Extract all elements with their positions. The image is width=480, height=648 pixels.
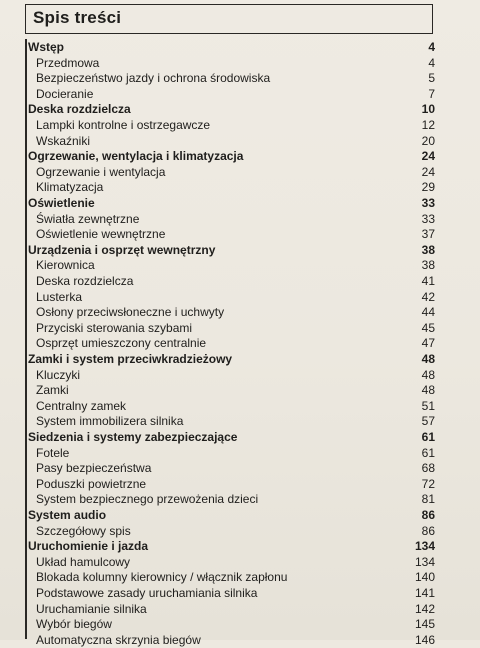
toc-entry-page-number: 38 <box>421 258 435 273</box>
toc-subsection-entry <box>25 87 435 102</box>
toc-entry-title: Lusterka <box>36 289 83 304</box>
toc-entry-page-number: 42 <box>421 289 435 304</box>
toc-entry-title: Przedmowa <box>36 55 100 70</box>
toc-entry-title: Wybór biegów <box>36 617 112 632</box>
toc-entry-page-number: 44 <box>421 305 435 320</box>
toc-subsection-entry <box>25 570 435 585</box>
toc-subsection-entry <box>25 399 435 414</box>
toc-subsection-entry <box>25 555 435 570</box>
toc-section-entry <box>25 149 435 164</box>
toc-subsection-entry <box>25 368 435 383</box>
toc-entry-title: Deska rozdzielcza <box>36 274 134 288</box>
toc-entry-page-number: 4 <box>428 55 435 70</box>
toc-entry-title: Lampki kontrolne i ostrzegawcze <box>36 118 211 132</box>
toc-entry-page-number: 7 <box>428 86 435 101</box>
toc-entry-title: Szczegółowy spis <box>36 523 131 538</box>
toc-entry-title: Urządzenia i osprzęt wewnętrzny <box>28 242 216 257</box>
contents-header-box <box>25 4 433 34</box>
toc-subsection-entry <box>25 336 435 351</box>
toc-subsection-entry <box>25 321 435 336</box>
toc-entry-page-number: 20 <box>421 133 435 148</box>
toc-entry-title: System bezpiecznego przewożenia dzieci <box>36 492 259 507</box>
toc-entry-title: Ogrzewanie, wentylacja i klimatyzacja <box>28 149 244 164</box>
toc-entry-page-number: 81 <box>421 492 435 507</box>
toc-subsection-entry <box>25 258 435 273</box>
toc-section-entry <box>25 352 435 367</box>
toc-entry-title: Poduszki powietrzne <box>36 476 147 491</box>
toc-entry-page-number: 61 <box>421 445 435 460</box>
toc-entry-page-number: 140 <box>414 570 435 585</box>
toc-subsection-entry <box>25 414 435 429</box>
toc-entry-title: Układ hamulcowy <box>36 554 131 569</box>
toc-subsection-entry <box>25 586 435 601</box>
toc-entry-page-number: 86 <box>421 523 435 538</box>
toc-subsection-entry <box>25 492 435 507</box>
toc-entry-title: Wstęp <box>28 40 64 54</box>
toc-entry-page-number: 72 <box>421 476 435 491</box>
toc-subsection-entry <box>25 524 435 539</box>
toc-entry-title: Automatyczna skrzynia biegów <box>36 632 201 647</box>
toc-subsection-entry <box>25 305 435 320</box>
toc-entry-title: Ogrzewanie i wentylacja <box>36 164 166 179</box>
toc-subsection-entry <box>25 134 435 149</box>
toc-entry-page-number: 4 <box>428 40 435 54</box>
toc-entry-title: Wskaźniki <box>36 133 91 148</box>
toc-subsection-entry <box>25 56 435 71</box>
toc-entry-page-number: 48 <box>421 367 435 382</box>
toc-entry-title: Oświetlenie wewnętrzne <box>36 227 166 242</box>
toc-entry-page-number: 134 <box>414 554 435 569</box>
toc-section-entry <box>25 102 435 117</box>
toc-subsection-entry <box>25 227 435 242</box>
toc-entry-page-number: 29 <box>421 180 435 195</box>
toc-entry-title: Bezpieczeństwo jazdy i ochrona środowiska <box>36 71 271 86</box>
toc-entry-title: Osprzęt umieszczony centralnie <box>36 336 207 351</box>
toc-subsection-entry <box>25 71 435 86</box>
toc-subsection-entry <box>25 633 435 648</box>
toc-entry-page-number: 51 <box>421 398 435 413</box>
toc-subsection-entry <box>25 290 435 305</box>
toc-entry-title: Centralny zamek <box>36 398 127 413</box>
toc-entry-title: System immobilizera silnika <box>36 414 184 429</box>
toc-entry-title: Blokada kolumny kierownicy / włącznik zapłonu <box>36 570 288 585</box>
toc-entry-title: Przyciski sterowania szybami <box>36 320 193 335</box>
toc-entry-page-number: 61 <box>421 430 435 444</box>
toc-entry-page-number: 48 <box>421 383 435 398</box>
toc-entry-page-number: 45 <box>421 320 435 335</box>
toc-entry-title: Klimatyzacja <box>36 180 104 195</box>
toc-entry-page-number: 5 <box>428 71 435 86</box>
toc-entry-page-number: 38 <box>421 242 435 257</box>
toc-entry-title: System audio <box>28 508 107 522</box>
toc-section-entry <box>25 40 435 55</box>
toc-entry-page-number: 24 <box>421 149 435 164</box>
toc-entry-page-number: 10 <box>421 102 435 117</box>
toc-entry-page-number: 12 <box>421 118 435 132</box>
toc-section-entry <box>25 508 435 523</box>
toc-subsection-entry <box>25 446 435 461</box>
toc-entry-title: Deska rozdzielcza <box>28 102 131 117</box>
toc-entry-title: Uruchomienie i jazda <box>28 539 149 554</box>
toc-subsection-entry <box>25 461 435 476</box>
toc-entry-title: Osłony przeciwsłoneczne i uchwyty <box>36 305 225 320</box>
toc-subsection-entry <box>25 118 435 133</box>
toc-section-entry <box>25 196 435 211</box>
toc-entry-title: Światła zewnętrzne <box>36 211 140 226</box>
table-of-contents <box>25 39 435 647</box>
toc-entry-title: Zamki i system przeciwkradzieżowy <box>28 352 233 366</box>
toc-subsection-entry <box>25 180 435 195</box>
toc-subsection-entry <box>25 477 435 492</box>
toc-entry-title: Kluczyki <box>36 367 81 382</box>
toc-entry-page-number: 86 <box>421 508 435 522</box>
toc-entry-title: Podstawowe zasady uruchamiania silnika <box>36 586 258 600</box>
toc-entry-page-number: 47 <box>421 336 435 351</box>
toc-entry-title: Kierownica <box>36 258 95 273</box>
toc-subsection-entry <box>25 274 435 289</box>
toc-entry-page-number: 33 <box>421 196 435 210</box>
toc-section-entry <box>25 243 435 258</box>
toc-entry-page-number: 141 <box>414 586 435 600</box>
toc-entry-page-number: 48 <box>421 352 435 366</box>
toc-entry-title: Uruchamianie silnika <box>36 601 147 616</box>
toc-entry-title: Docieranie <box>36 86 94 101</box>
toc-entry-title: Pasy bezpieczeństwa <box>36 461 152 476</box>
page-title: Spis treści <box>33 8 122 27</box>
toc-entry-title: Fotele <box>36 445 70 460</box>
toc-entry-page-number: 68 <box>421 461 435 476</box>
toc-entry-page-number: 57 <box>421 414 435 429</box>
toc-entry-page-number: 33 <box>421 211 435 226</box>
toc-subsection-entry <box>25 212 435 227</box>
toc-entry-page-number: 134 <box>414 539 435 554</box>
toc-entry-page-number: 24 <box>421 164 435 179</box>
toc-entry-page-number: 41 <box>421 274 435 288</box>
toc-subsection-entry <box>25 602 435 617</box>
toc-section-entry <box>25 430 435 445</box>
toc-entry-title: Oświetlenie <box>28 196 95 210</box>
toc-subsection-entry <box>25 617 435 632</box>
toc-entry-page-number: 146 <box>414 632 435 647</box>
toc-entry-page-number: 37 <box>421 227 435 242</box>
toc-entry-title: Siedzenia i systemy zabezpieczające <box>28 430 238 444</box>
toc-subsection-entry <box>25 383 435 398</box>
toc-entry-page-number: 145 <box>414 617 435 632</box>
toc-subsection-entry <box>25 165 435 180</box>
toc-section-entry <box>25 539 435 554</box>
toc-entry-title: Zamki <box>36 383 69 398</box>
toc-entry-page-number: 142 <box>414 601 435 616</box>
